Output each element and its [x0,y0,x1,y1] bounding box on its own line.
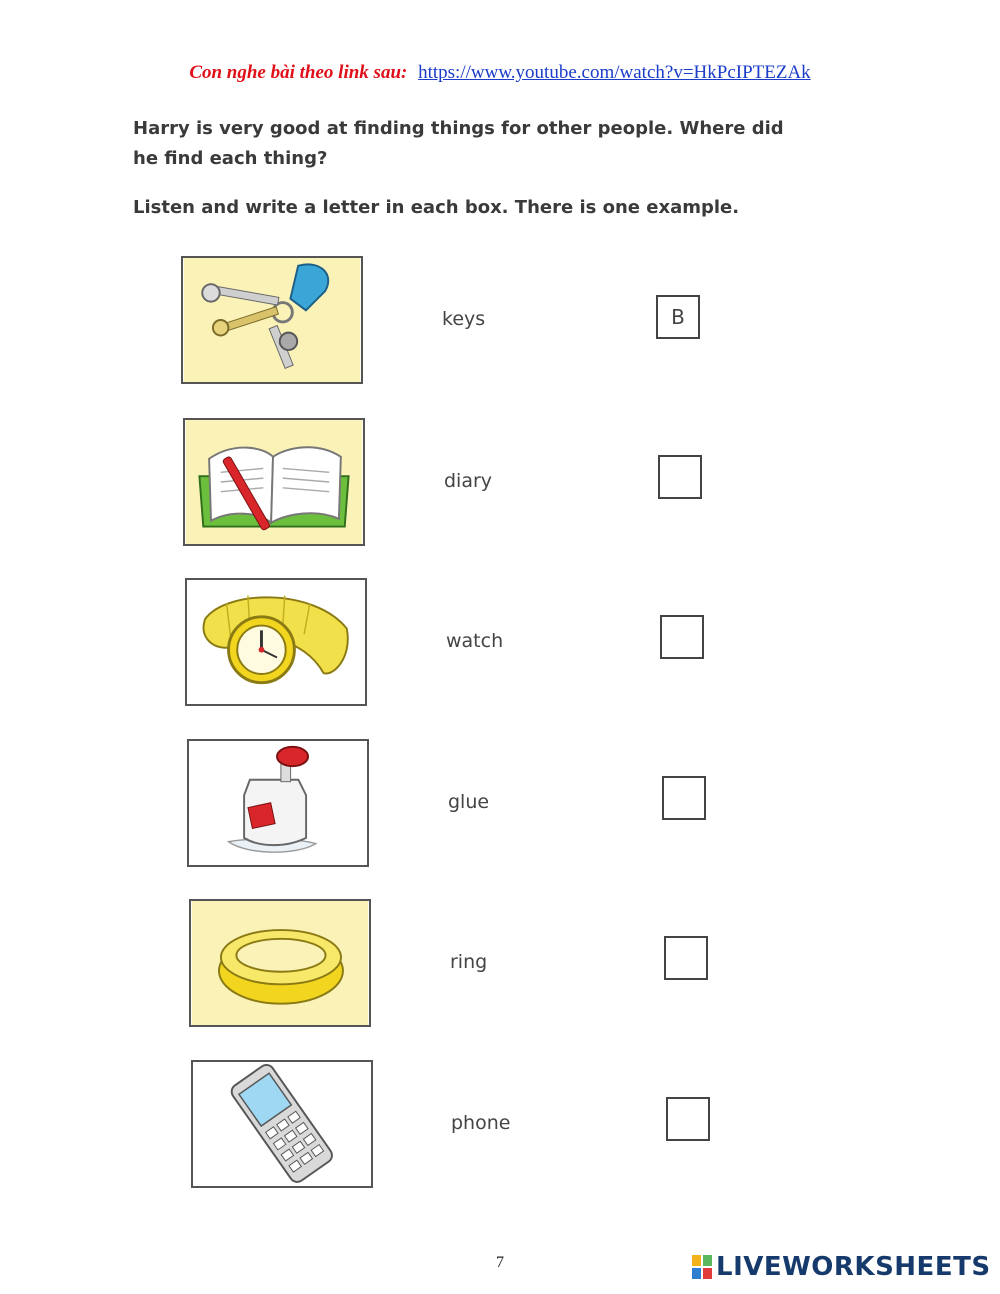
diary-picture [183,418,365,546]
liveworksheets-logo [692,1252,991,1282]
answer-box[interactable] [666,1097,710,1141]
instruction-line-3: Listen and write a letter in each box. There is one example. [133,197,740,218]
item-word: diary [444,470,493,492]
keys-icon [183,258,361,382]
watch-icon [187,580,365,704]
answer-box[interactable] [662,776,706,820]
item-word: keys [442,308,486,330]
liveworksheets-logo-icon [692,1255,712,1279]
item-row-keys [0,256,1000,386]
page-number: 7 [496,1254,504,1271]
answer-box[interactable] [658,455,702,499]
diary-icon [185,420,363,544]
youtube-link[interactable]: https://www.youtube.com/watch?v=HkPcIPTEZAk [418,62,811,83]
glue-icon [189,741,367,865]
item-word: glue [448,791,490,813]
item-row-phone [0,1060,1000,1190]
item-row-watch [0,578,1000,708]
item-word: ring [450,951,488,973]
phone-picture [191,1060,373,1188]
ring-icon [191,901,369,1025]
item-row-ring [0,899,1000,1029]
brand-name: LIVEWORKSHEETS [716,1252,991,1282]
answer-box[interactable]: B [656,295,700,339]
instruction-line-2: he find each thing? [133,148,328,169]
audio-link-line [0,62,1000,84]
item-word: watch [446,630,504,652]
instruction-text [133,114,833,174]
audio-link-lead: Con nghe bài theo link sau: [189,62,408,83]
item-word: phone [451,1112,511,1134]
answer-box[interactable] [660,615,704,659]
keys-picture [181,256,363,384]
task-instruction [133,193,833,223]
glue-picture [187,739,369,867]
phone-icon [193,1062,371,1186]
watch-picture [185,578,367,706]
instruction-line-1: Harry is very good at finding things for other people. Where did [133,118,784,139]
ring-picture [189,899,371,1027]
item-row-diary [0,418,1000,548]
answer-box[interactable] [664,936,708,980]
item-row-glue [0,739,1000,869]
